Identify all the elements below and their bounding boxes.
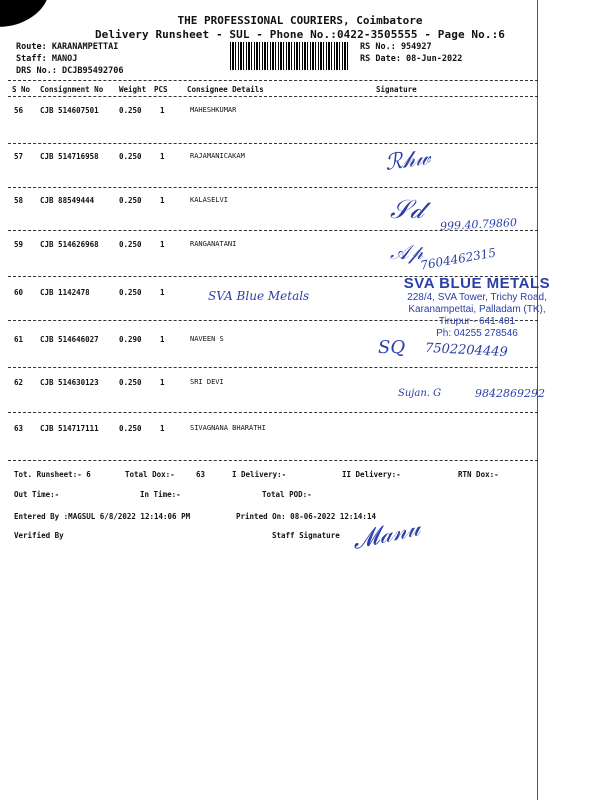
row-pcs: 1	[160, 424, 165, 433]
phone-58: 999.40.79860	[439, 215, 518, 234]
row-consignment: CJB 514716958	[40, 152, 99, 161]
out-time: Out Time:-	[14, 490, 60, 499]
row-weight: 0.250	[119, 288, 142, 297]
row-pcs: 1	[160, 152, 165, 161]
header-bottom-rule	[8, 96, 538, 97]
row-weight: 0.250	[119, 152, 142, 161]
row-consignee: SIVAGNANA BHARATHI	[190, 424, 266, 432]
verified-by: Verified By	[14, 531, 64, 540]
i-delivery: I Delivery:-	[232, 470, 287, 479]
row-weight: 0.290	[119, 335, 142, 344]
row-weight: 0.250	[119, 196, 142, 205]
stamp-name: SVA BLUE METALS	[403, 275, 551, 292]
signature-58: 𝒮𝒹	[390, 195, 424, 225]
signature-57: ℛ𝒽𝓌	[383, 144, 432, 177]
tot-runsheet: Tot. Runsheet:- 6	[14, 470, 91, 479]
drs-label: DRS No.: DCJB95492706	[16, 66, 124, 76]
runsheet-subtitle: Delivery Runsheet - SUL - Phone No.:0422-3505555 - Page No.:6	[94, 28, 506, 41]
stamp-line: Ph: 04255 278546	[436, 328, 518, 339]
staff-label: Staff: MANOJ	[16, 54, 78, 64]
rs-number: RS No.: 954927	[360, 42, 432, 52]
rs-date: RS Date: 08-Jun-2022	[360, 54, 463, 64]
total-dox-label: Total Dox:-	[125, 470, 175, 479]
route-label: Route: KARANAMPETTAI	[16, 42, 119, 52]
company-stamp	[382, 275, 572, 340]
col-weight: Weight	[119, 85, 147, 94]
row-pcs: 1	[160, 288, 165, 297]
row-consignment: CJB 514626968	[40, 240, 99, 249]
stamp-line: Tirupur - 641 401	[438, 316, 516, 327]
row-consignee: NAVEEN S	[190, 335, 224, 343]
col-signature: Signature	[376, 85, 417, 94]
stamp-line: 228/4, SVA Tower, Trichy Road,	[407, 292, 547, 303]
row-consignee: MAHESHKUMAR	[190, 106, 237, 114]
row-rule	[8, 143, 538, 144]
row-pcs: 1	[160, 335, 165, 344]
row-consignment: CJB 514630123	[40, 378, 99, 387]
row-rule	[8, 187, 538, 188]
in-time: In Time:-	[140, 490, 181, 499]
row-pcs: 1	[160, 106, 165, 115]
row-consignee: RAJAMANICAKAM	[190, 152, 245, 160]
total-dox-value: 63	[196, 470, 206, 479]
rtn-dox: RTN Dox:-	[458, 470, 499, 479]
row-weight: 0.250	[119, 378, 142, 387]
row-consignee: RANGANATANI	[190, 240, 237, 248]
initials-61: SQ	[378, 337, 406, 358]
col-consignment: Consignment No	[40, 85, 104, 94]
row-consignment: CJB 88549444	[40, 196, 95, 205]
barcode	[230, 42, 350, 70]
row-sno: 61	[14, 335, 24, 344]
row-sno: 63	[14, 424, 24, 433]
phone-62: 9842869292	[475, 387, 545, 400]
row-sno: 60	[14, 288, 24, 297]
row-weight: 0.250	[119, 424, 142, 433]
phone-61: 7502204449	[424, 340, 509, 361]
row-consignment: CJB 514607501	[40, 106, 99, 115]
ii-delivery: II Delivery:-	[342, 470, 401, 479]
signature-59: 𝒜𝓅	[390, 240, 424, 264]
row-sno: 56	[14, 106, 24, 115]
row-sno: 62	[14, 378, 24, 387]
header-top-rule	[8, 80, 538, 81]
row-rule	[8, 367, 538, 368]
row-consignment: CJB 514717111	[40, 424, 99, 433]
row-pcs: 1	[160, 196, 165, 205]
page-edge-line	[537, 0, 538, 800]
printed-on: Printed On: 08-06-2022 12:14:14	[236, 512, 376, 521]
col-pcs: PCS	[154, 85, 168, 94]
row-consignment: CJB 514646027	[40, 335, 99, 344]
row-consignee: KALASELVI	[190, 196, 228, 204]
row-weight: 0.250	[119, 106, 142, 115]
row-rule	[8, 412, 538, 413]
row-pcs: 1	[160, 240, 165, 249]
phone-59: 7604462315	[419, 245, 497, 273]
row-consignment: CJB 1142478	[40, 288, 90, 297]
note-60: SVA Blue Metals	[208, 289, 310, 303]
row-sno: 57	[14, 152, 24, 161]
stamp-line: Karanampettai, Palladam (TK),	[408, 304, 546, 315]
col-consignee: Consignee Details	[187, 85, 264, 94]
row-rule	[8, 460, 538, 461]
row-sno: 59	[14, 240, 24, 249]
col-sno: S No	[12, 85, 31, 94]
document-title: THE PROFESSIONAL COURIERS, Coimbatore	[177, 14, 423, 27]
staff-signature: 𝓜𝒶𝓃𝓊	[349, 513, 423, 555]
row-consignee: SRI DEVI	[190, 378, 224, 386]
row-weight: 0.250	[119, 240, 142, 249]
name-62: Sujan. G	[398, 388, 442, 399]
total-pod: Total POD:-	[262, 490, 312, 499]
row-pcs: 1	[160, 378, 165, 387]
entered-by: Entered By :MAGSUL 6/8/2022 12:14:06 PM	[14, 512, 191, 521]
staff-signature-label: Staff Signature	[272, 531, 340, 540]
row-sno: 58	[14, 196, 24, 205]
